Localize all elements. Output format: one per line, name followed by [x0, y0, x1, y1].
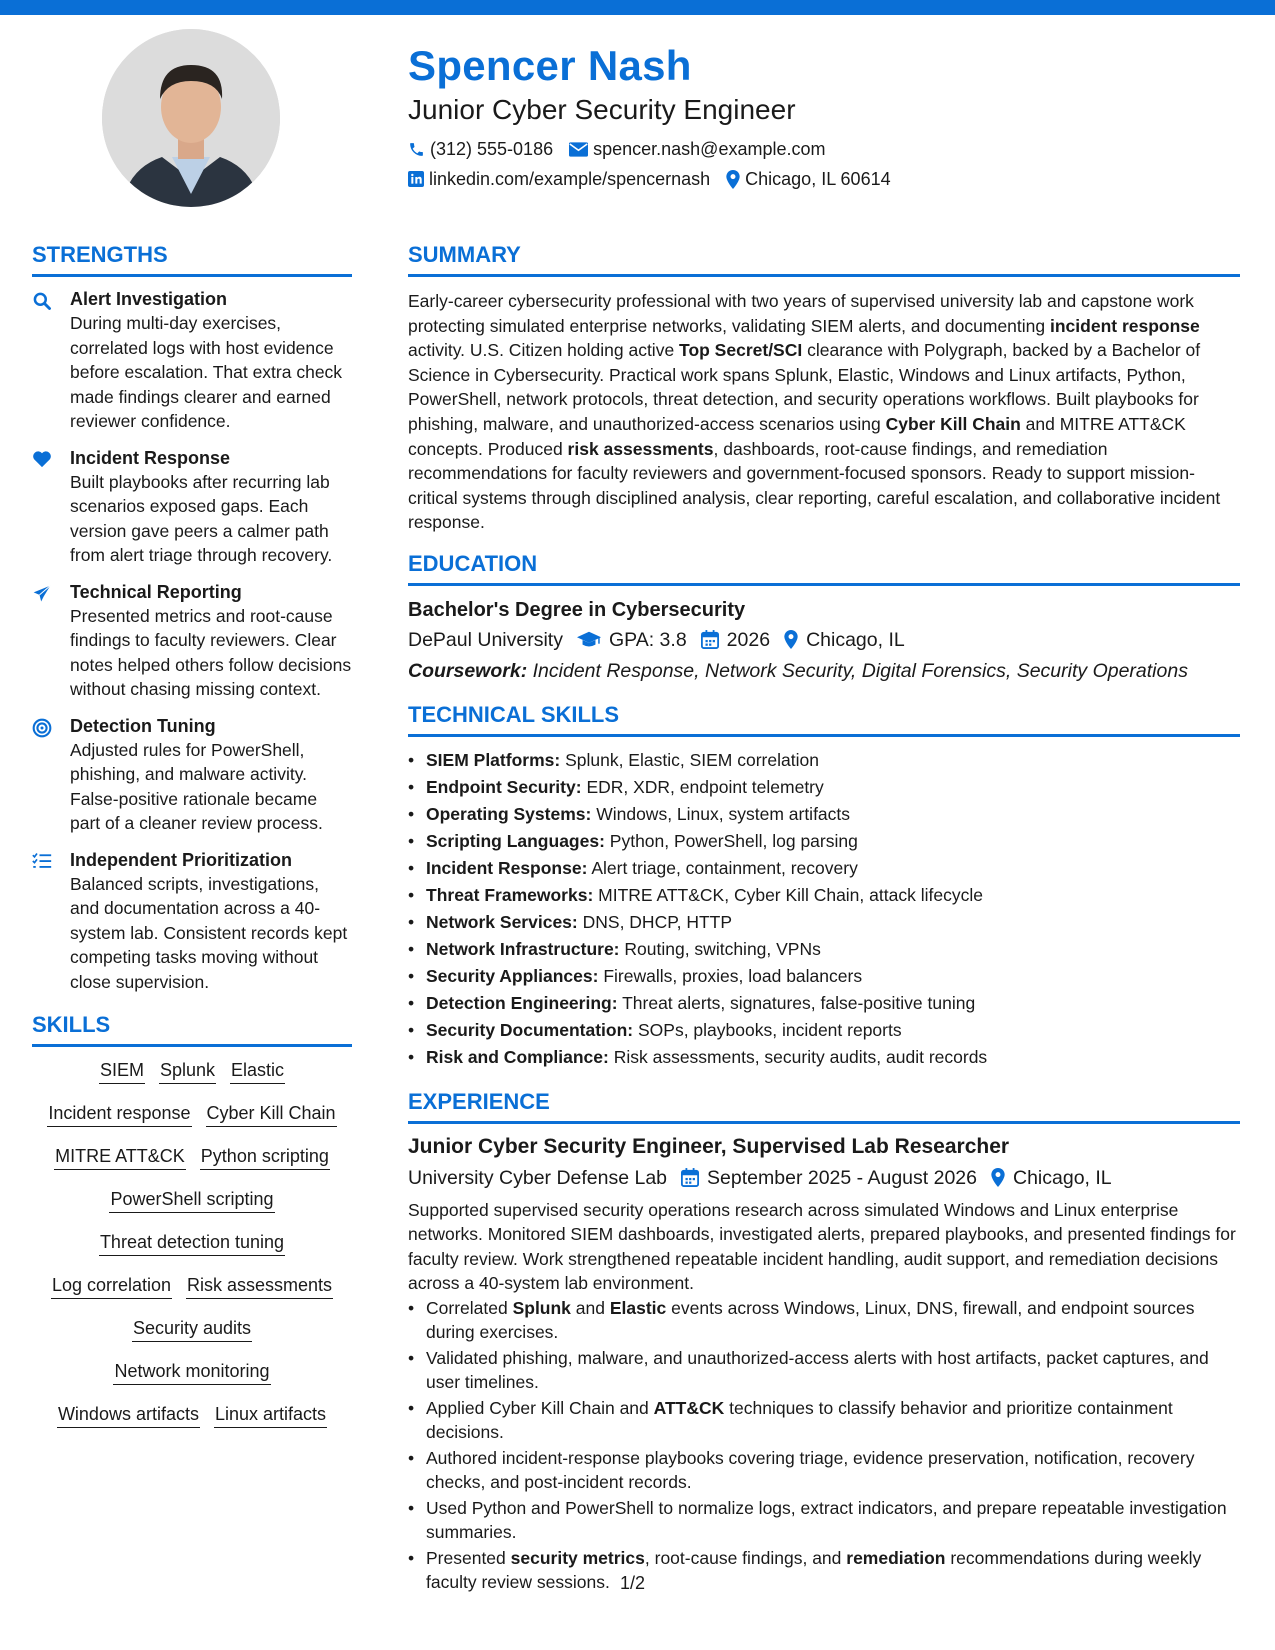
- skill-values: Splunk, Elastic, SIEM correlation: [565, 749, 819, 770]
- technical-skill-item: [408, 828, 1240, 855]
- strength-description: Balanced scripts, investigations, and documentation across a 40-system lab. Consistent records kept competing tasks moving without close supervision.: [70, 873, 348, 992]
- technical-skill-item: [408, 774, 1240, 801]
- technical-skill-item: [408, 882, 1240, 909]
- technical-skills-list: [408, 747, 1240, 1071]
- paper-plane-icon: [32, 584, 52, 604]
- bold-text: Cyber Kill Chain: [885, 413, 1021, 434]
- experience-bullet: [408, 1546, 1240, 1595]
- contact-row-1: [408, 134, 1238, 164]
- text-run: and: [570, 1297, 610, 1318]
- employer: [408, 1162, 667, 1194]
- text-run: Authored incident-response playbooks covering triage, evidence preservation, notification, recovery checks, and post-incident records.: [426, 1447, 1195, 1493]
- resume-header: [408, 40, 1238, 194]
- skill-category: Risk and Compliance:: [426, 1046, 609, 1067]
- skill-tag: Elastic: [230, 1057, 285, 1084]
- checklist-icon: [32, 852, 52, 870]
- phone-icon: [408, 141, 425, 158]
- strength-item: [32, 714, 352, 836]
- linkedin-text: linkedin.com/example/spencernash: [429, 169, 711, 189]
- experience-bullet: [408, 1346, 1240, 1395]
- job-location-text: Chicago, IL: [1013, 1166, 1112, 1189]
- skill-category: Network Services:: [426, 911, 578, 932]
- experience-heading: EXPERIENCE: [408, 1087, 1240, 1124]
- strength-description: Built playbooks after recurring lab scenarios exposed gaps. Each version gave peers a calmer path from alert triage through recovery.: [70, 471, 333, 565]
- skill-category: Operating Systems:: [426, 803, 592, 824]
- technical-skill-item: [408, 855, 1240, 882]
- text-run: Validated phishing, malware, and unauthorized-access alerts with host artifacts, packet captures, and user timelines.: [426, 1347, 1209, 1393]
- profile-photo: [102, 29, 280, 207]
- strength-item: [32, 287, 352, 434]
- employer-name: University Cyber Defense Lab: [408, 1166, 668, 1189]
- technical-skill-item: [408, 747, 1240, 774]
- education-heading: EDUCATION: [408, 549, 1240, 586]
- experience-bullets: [408, 1296, 1240, 1595]
- skill-values: Python, PowerShell, log parsing: [609, 830, 858, 851]
- map-pin-icon: [991, 1168, 1005, 1187]
- skill-category: Threat Frameworks:: [426, 884, 594, 905]
- skill-tag: Splunk: [159, 1057, 216, 1084]
- technical-skill-item: [408, 909, 1240, 936]
- technical-skill-item: [408, 801, 1240, 828]
- skill-tag-row: [32, 1358, 352, 1385]
- technical-skill-item: [408, 963, 1240, 990]
- skill-category: Network Infrastructure:: [426, 938, 620, 959]
- summary-text: [408, 289, 1240, 535]
- skill-values: EDR, XDR, endpoint telemetry: [586, 776, 824, 797]
- skill-tag-row: [32, 1401, 352, 1428]
- skill-tag: Threat detection tuning: [99, 1229, 285, 1256]
- strength-item: [32, 446, 352, 568]
- page-number: 1/2: [620, 1573, 646, 1593]
- skill-values: MITRE ATT&CK, Cyber Kill Chain, attack lifecycle: [598, 884, 983, 905]
- text-run: clearance with Polygraph, backed by a Bachelor of Science in Cybersecurity. Practical work spans Splunk, Elastic, Windows and Linux artifacts, Python, PowerShell, network protocols, threat detection, and security operations workflows. Built playbooks for phishing, malware, and unauthorized-access scenarios using: [408, 340, 1201, 434]
- strength-title: Detection Tuning: [70, 715, 216, 736]
- text-run: recommendations during weekly faculty review sessions.: [426, 1547, 1202, 1593]
- strength-title: Technical Reporting: [70, 581, 242, 602]
- skill-tag-row: [32, 1272, 352, 1299]
- skill-tag-row: [32, 1057, 352, 1084]
- bold-text: Top Secret/SCI: [679, 340, 803, 361]
- skill-values: Risk assessments, security audits, audit records: [613, 1046, 988, 1067]
- gpa-text: GPA: 3.8: [608, 628, 687, 651]
- bold-text: incident response: [1050, 315, 1200, 336]
- skill-tag: MITRE ATT&CK: [54, 1143, 186, 1170]
- strength-title: Alert Investigation: [70, 289, 228, 309]
- technical-skill-item: [408, 990, 1240, 1017]
- skill-tag: Python scripting: [200, 1143, 330, 1170]
- text-run: techniques to classify behavior and prioritize containment decisions.: [426, 1397, 1173, 1443]
- skill-tag: Incident response: [47, 1100, 191, 1127]
- school-location: [784, 624, 905, 656]
- text-run: and MITRE ATT&CK concepts. Produced: [408, 413, 1186, 459]
- left-column: [32, 240, 352, 1444]
- education-details: [408, 624, 1240, 656]
- strength-item: [32, 848, 352, 995]
- skill-values: Windows, Linux, system artifacts: [596, 803, 851, 824]
- technical-skill-item: [408, 936, 1240, 963]
- heart-icon: [32, 450, 52, 468]
- skill-values: Routing, switching, VPNs: [624, 938, 821, 959]
- map-pin-icon: [784, 630, 798, 649]
- degree-title: Bachelor's Degree in Cybersecurity: [408, 598, 746, 621]
- candidate-title: Junior Cyber Security Engineer: [408, 94, 796, 125]
- right-column: [408, 240, 1240, 1596]
- school-name: DePaul University: [408, 628, 563, 651]
- experience-bullet: [408, 1446, 1240, 1495]
- technical-skill-item: [408, 1017, 1240, 1044]
- technical-skills-heading: TECHNICAL SKILLS: [408, 700, 1240, 737]
- text-run: , root-cause findings, and: [644, 1547, 847, 1568]
- skill-tag-row: [32, 1143, 352, 1170]
- school: [408, 624, 563, 656]
- text-run: events across Windows, Linux, DNS, firewall, and endpoint sources during exercises.: [426, 1297, 1195, 1343]
- contact-row-2: [408, 164, 1238, 194]
- location-contact: [726, 164, 890, 194]
- location-text: Chicago, IL 60614: [745, 169, 891, 189]
- technical-skill-item: [408, 1044, 1240, 1071]
- coursework-list: Incident Response, Network Security, Digital Forensics, Security Operations: [532, 659, 1188, 682]
- strength-title: Independent Prioritization: [70, 849, 293, 870]
- job-dates-text: September 2025 - August 2026: [707, 1166, 977, 1189]
- skill-values: DNS, DHCP, HTTP: [582, 911, 733, 932]
- graduation-year: [701, 624, 770, 656]
- skill-tag: PowerShell scripting: [109, 1186, 274, 1213]
- skill-tag-row: [32, 1229, 352, 1256]
- candidate-name: Spencer Nash: [408, 42, 692, 89]
- experience-bullet: [408, 1496, 1240, 1545]
- bold-text: risk assessments: [567, 438, 714, 459]
- skills-section: [32, 1010, 352, 1428]
- linkedin-contact[interactable]: [408, 164, 710, 194]
- skill-tag-row: [32, 1186, 352, 1213]
- text-run: activity. U.S. Citizen holding active: [408, 340, 680, 361]
- skill-category: Endpoint Security:: [426, 776, 582, 797]
- bold-text: security metrics: [510, 1547, 645, 1568]
- skill-values: Alert triage, containment, recovery: [591, 857, 858, 878]
- bold-text: Splunk: [512, 1297, 571, 1318]
- skills-heading: SKILLS: [32, 1010, 352, 1047]
- skill-values: Threat alerts, signatures, false-positive tuning: [622, 992, 976, 1013]
- skill-category: Detection Engineering:: [426, 992, 618, 1013]
- phone-contact[interactable]: [408, 134, 553, 164]
- skill-tags: [32, 1057, 352, 1428]
- skill-tag: SIEM: [99, 1057, 145, 1084]
- coursework: [408, 656, 1240, 686]
- top-accent-bar: [0, 0, 1275, 15]
- strength-description: During multi-day exercises, correlated logs with host evidence before escalation. That extra check made findings clearer and earned reviewer confidence.: [70, 313, 343, 431]
- text-run: Used Python and PowerShell to normalize logs, extract indicators, and prepare repeatable investigation summaries.: [426, 1497, 1227, 1543]
- job-description: Supported supervised security operations research across simulated Windows and Linux enterprise networks. Monitored SIEM dashboards, investigated alerts, prepared playbooks, and presented findings for faculty review. Work strengthened repeatable incident handling, audit support, and remediation decisions across a 40-system lab environment.: [408, 1199, 1236, 1294]
- email-contact[interactable]: [569, 134, 825, 164]
- skill-tag: Network monitoring: [113, 1358, 270, 1385]
- skill-tag: Risk assessments: [186, 1272, 333, 1299]
- summary-heading: SUMMARY: [408, 240, 1240, 277]
- skill-category: Security Documentation:: [426, 1019, 634, 1040]
- skill-category: Scripting Languages:: [426, 830, 605, 851]
- school-location-text: Chicago, IL: [806, 628, 905, 651]
- strengths-list: [32, 287, 352, 994]
- skill-tag: Log correlation: [51, 1272, 172, 1299]
- calendar-icon: [701, 630, 719, 649]
- text-run: Presented: [426, 1547, 511, 1568]
- bold-text: remediation: [846, 1547, 946, 1568]
- skill-tag: Security audits: [132, 1315, 252, 1342]
- coursework-label: Coursework:: [408, 659, 528, 682]
- job-location: [991, 1162, 1112, 1194]
- text-run: , dashboards, root-cause findings, and remediation recommendations for faculty reviewers and government-focused sponsors. Ready to support mission-critical systems through disciplined analysis, clear reporting, careful escalation, and collaborative incident response.: [408, 438, 1221, 533]
- envelope-icon: [569, 142, 588, 157]
- job-title: Junior Cyber Security Engineer, Supervised Lab Researcher: [408, 1134, 1010, 1158]
- target-icon: [32, 718, 52, 738]
- map-pin-icon: [726, 170, 740, 189]
- strengths-heading: STRENGTHS: [32, 240, 352, 277]
- skill-tag: Cyber Kill Chain: [206, 1100, 337, 1127]
- strength-item: [32, 580, 352, 702]
- experience-bullet: [408, 1396, 1240, 1445]
- skill-values: SOPs, playbooks, incident reports: [638, 1019, 902, 1040]
- skill-category: Incident Response:: [426, 857, 588, 878]
- gpa: [577, 624, 687, 656]
- skill-tag-row: [32, 1315, 352, 1342]
- text-run: Correlated: [426, 1297, 513, 1318]
- linkedin-icon: [408, 171, 424, 187]
- skill-tag: Linux artifacts: [214, 1401, 327, 1428]
- email-text: spencer.nash@example.com: [593, 139, 826, 159]
- graduation-cap-icon: [577, 631, 601, 649]
- skill-tag: Windows artifacts: [57, 1401, 200, 1428]
- text-run: Applied Cyber Kill Chain and: [426, 1397, 654, 1418]
- skill-category: Security Appliances:: [426, 965, 599, 986]
- bold-text: Elastic: [609, 1297, 667, 1318]
- text-run: Early-career cybersecurity professional with two years of supervised university lab and capstone work protecting simulated enterprise networks, validating SIEM alerts, and documenting: [408, 291, 1194, 336]
- bold-text: ATT&CK: [653, 1397, 725, 1418]
- job-dates: [681, 1162, 977, 1194]
- strength-description: Presented metrics and root-cause findings to faculty reviewers. Clear notes helped others follow decisions without chasing missing context.: [70, 605, 352, 699]
- skill-category: SIEM Platforms:: [426, 749, 561, 770]
- skill-tag-row: [32, 1100, 352, 1127]
- search-icon: [32, 291, 52, 311]
- job-meta: [408, 1162, 1240, 1194]
- experience-bullet: [408, 1296, 1240, 1345]
- strength-title: Incident Response: [70, 447, 231, 468]
- year-text: 2026: [726, 628, 771, 651]
- phone-text: (312) 555-0186: [430, 139, 554, 159]
- strength-description: Adjusted rules for PowerShell, phishing, and malware activity. False-positive rationale became part of a cleaner review process.: [70, 739, 323, 833]
- calendar-icon: [681, 1168, 699, 1187]
- skill-values: Firewalls, proxies, load balancers: [603, 965, 863, 986]
